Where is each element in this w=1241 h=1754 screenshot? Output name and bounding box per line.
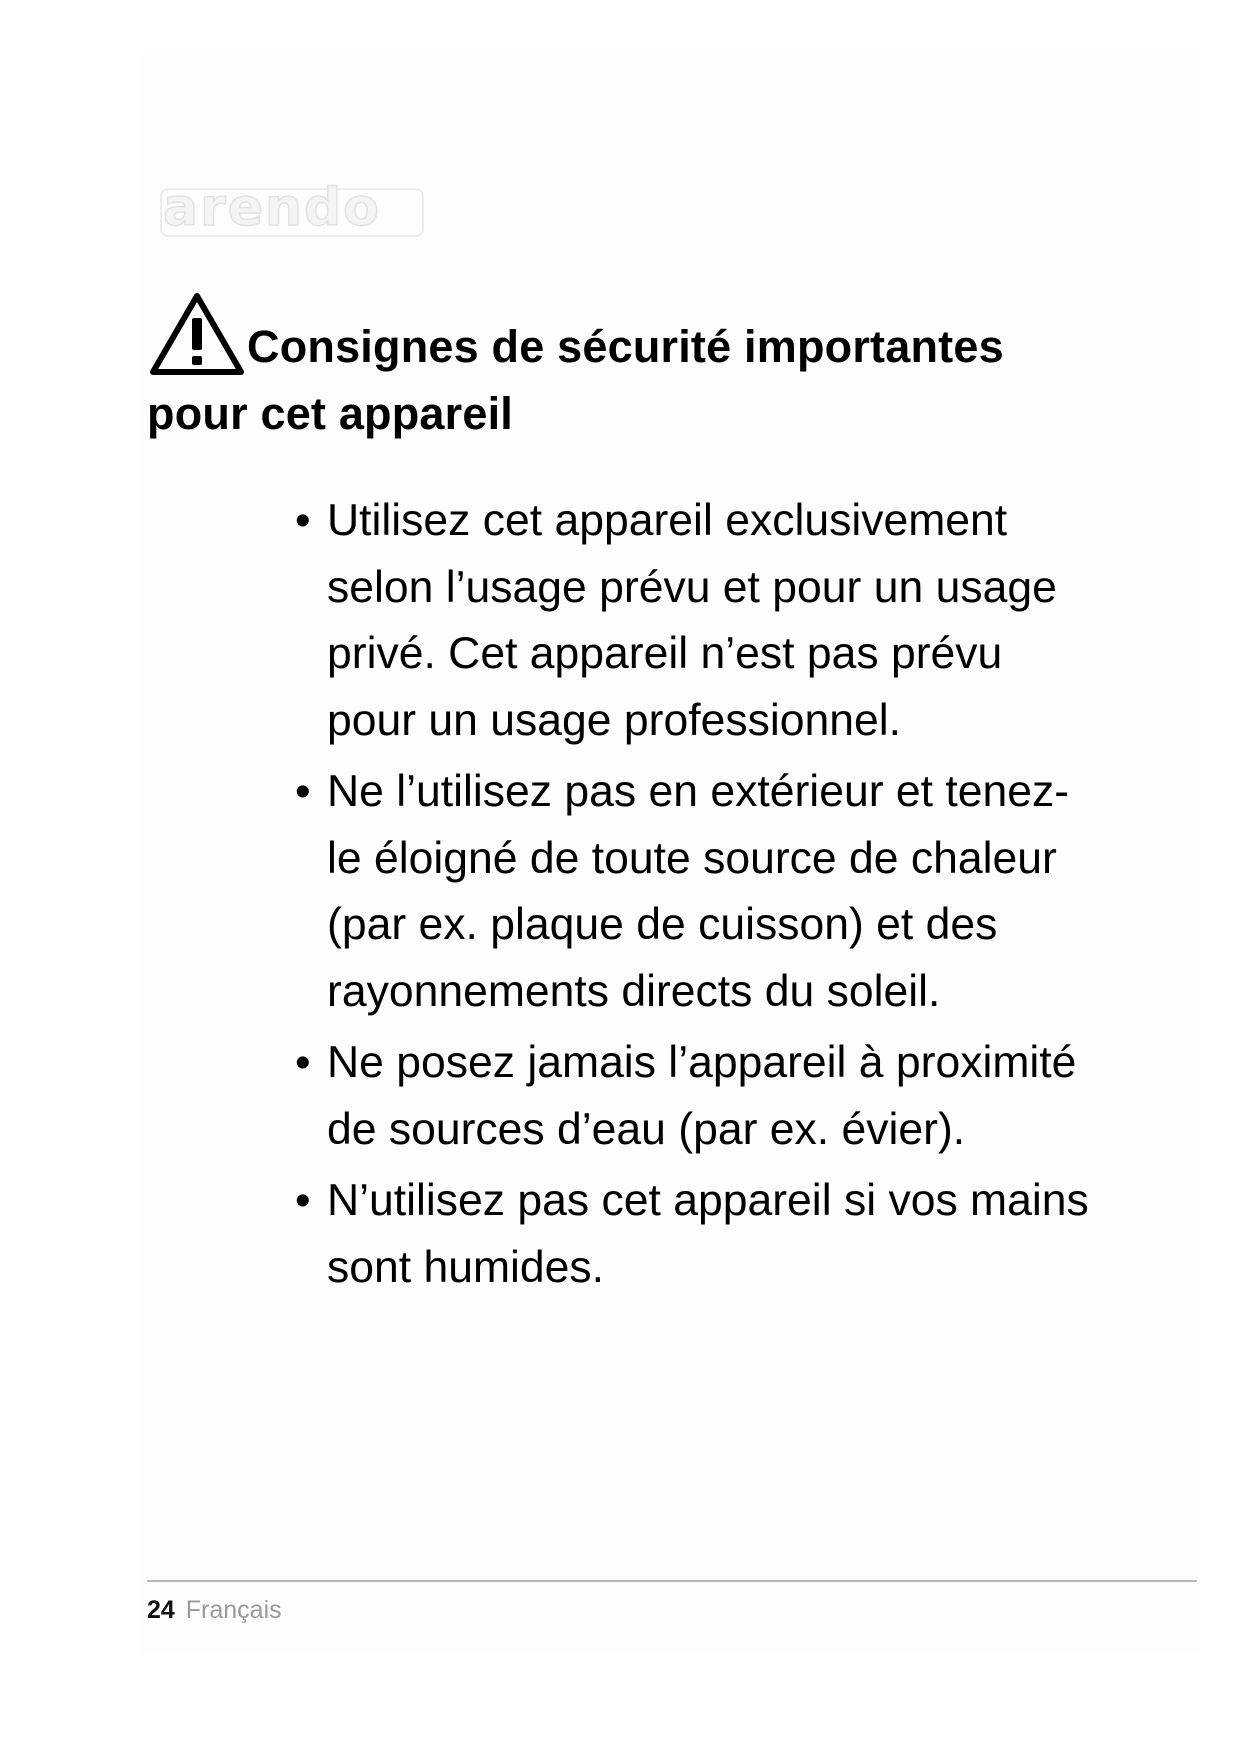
brand-logo: arendo (163, 178, 381, 238)
section-heading (147, 290, 1087, 447)
list-item (295, 488, 1095, 754)
heading-text: Consignes de sécurité importantes pour cet appareil (147, 321, 1004, 439)
bullet-marker: • (295, 496, 311, 545)
bullet-marker: • (295, 1176, 311, 1225)
list-item-text: N’utilisez pas cet appareil si vos mains sont humides. (327, 1176, 1089, 1292)
list-item (295, 759, 1095, 1025)
list-item (295, 1030, 1095, 1163)
safety-instructions-list (295, 488, 1095, 1306)
footer-language: Français (185, 1596, 282, 1624)
page-footer (147, 1594, 282, 1626)
list-item-text: Ne l’utilisez pas en extérieur et tenez-le éloigné de toute source de chaleur (par ex. plaque de cuisson) et des rayonnements directs du soleil. (327, 767, 1070, 1016)
page-number: 24 (147, 1596, 175, 1624)
bullet-marker: • (295, 1038, 311, 1087)
list-item (295, 1168, 1095, 1301)
list-item-text: Utilisez cet appareil exclusivement selon l’usage prévu et pour un usage privé. Cet appareil n’est pas prévu pour un usage professionnel. (327, 496, 1057, 745)
bullet-marker: • (295, 767, 311, 816)
warning-triangle-icon (147, 290, 247, 378)
list-item-text: Ne posez jamais l’appareil à proximité de sources d’eau (par ex. évier). (327, 1038, 1077, 1154)
footer-divider (147, 1580, 1197, 1582)
